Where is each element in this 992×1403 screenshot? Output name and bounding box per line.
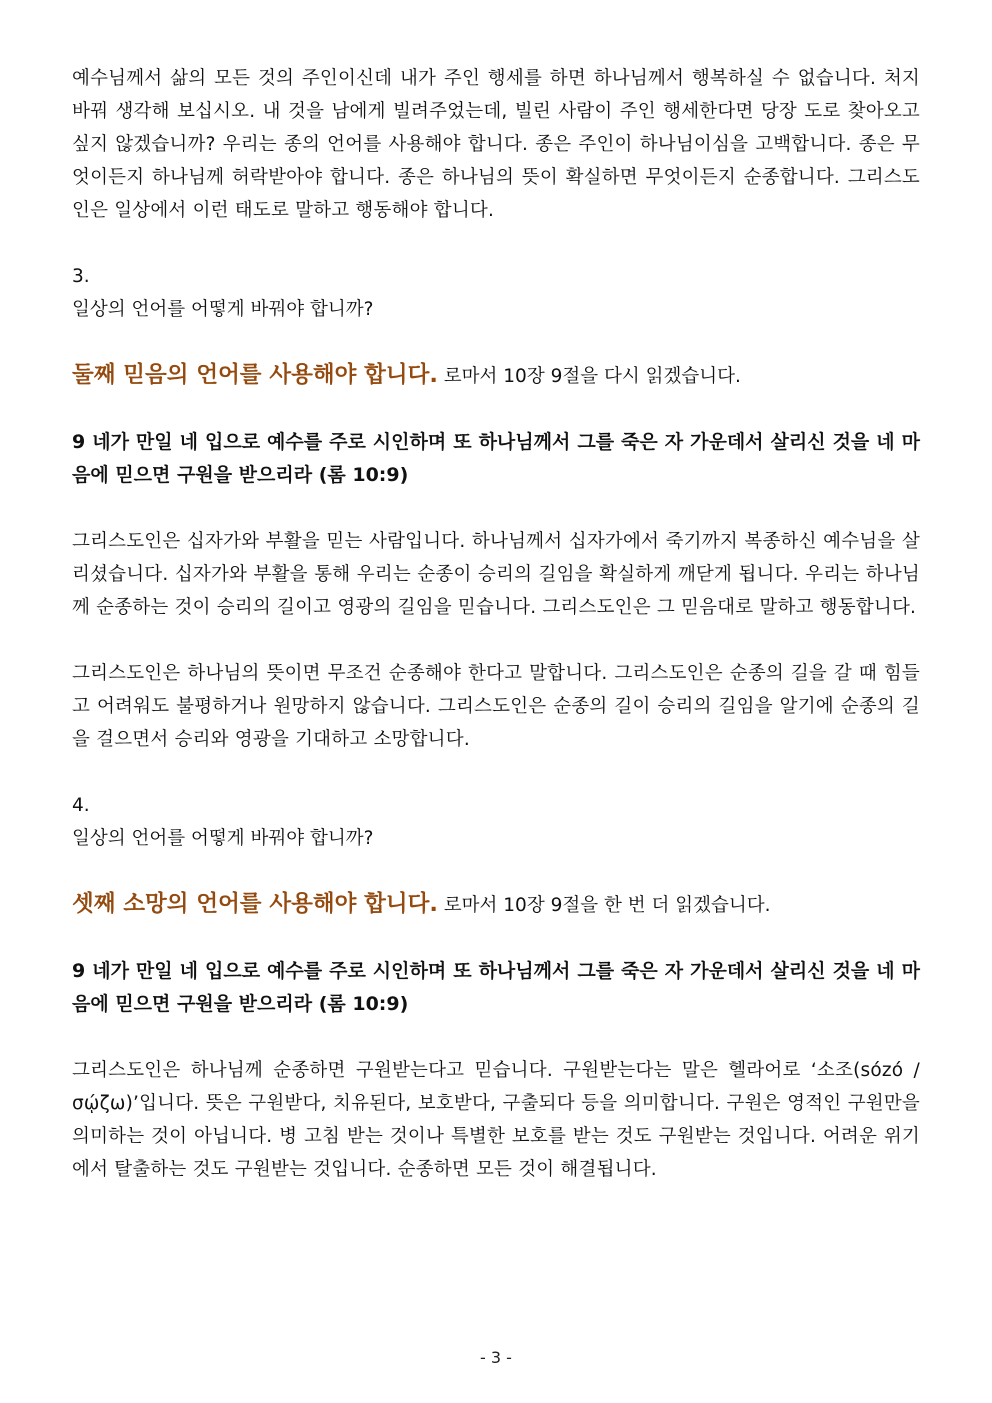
section-heading-tail: 로마서 10장 9절을 한 번 더 읽겠습니다. xyxy=(437,895,771,916)
paragraph-obedience: 그리스도인은 하나님의 뜻이면 무조건 순종해야 한다고 말합니다. 그리스도인은 순종의 길을 갈 때 힘들고 어려워도 불평하거나 원망하지 않습니다. 그리스도인은 순종의 길이 승리의 길임을 알기에 순종의 길을 걸으면서 승리와 영광을 기대하고 소망합니다. xyxy=(72,663,920,750)
document-body xyxy=(72,62,920,1186)
section-heading-row xyxy=(72,888,920,922)
spacer xyxy=(72,855,920,888)
spacer xyxy=(72,624,920,657)
spacer xyxy=(72,227,920,260)
section-question: 일상의 언어를 어떻게 바꿔야 합니까? xyxy=(72,299,374,320)
spacer xyxy=(72,756,920,789)
section-question: 일상의 언어를 어떻게 바꿔야 합니까? xyxy=(72,828,374,849)
section-number: 4. xyxy=(72,795,90,816)
paragraph-servant-language: 예수님께서 삶의 모든 것의 주인이신데 내가 주인 행세를 하면 하나님께서 행복하실 수 없습니다. 처지 바꿔 생각해 보십시오. 내 것을 남에게 빌려주었는데, 빌린 사람이 주인 행세한다면 당장 도로 찾아오고 싶지 않겠습니까? 우리는 종의 언어를 사용해야 합니다. 종은 주인이 하나님이심을 고백합니다. 종은 무엇이든지 하나님께 허락받아야 합니다. 종은 하나님의 뜻이 확실하면 무엇이든지 순종합니다. 그리스도인은 일상에서 이런 태도로 말하고 행동해야 합니다. xyxy=(72,68,920,221)
section-heading-row xyxy=(72,359,920,393)
section-heading-tail: 로마서 10장 9절을 다시 읽겠습니다. xyxy=(437,366,741,387)
spacer xyxy=(72,922,920,955)
spacer xyxy=(72,492,920,525)
spacer xyxy=(72,393,920,426)
spacer xyxy=(72,1021,920,1054)
section-heading-faith: 둘째 믿음의 언어를 사용해야 합니다. xyxy=(72,362,438,388)
section-heading-hope: 셋째 소망의 언어를 사용해야 합니다. xyxy=(72,891,438,917)
paragraph-salvation: 그리스도인은 하나님께 순종하면 구원받는다고 믿습니다. 구원받는다는 말은 헬라어로 ‘소조(sózó / σῴζω)’입니다. 뜻은 구원받다, 치유된다, 보호받다, 구출되다 등을 의미합니다. 구원은 영적인 구원만을 의미하는 것이 아닙니다. 병 고침 받는 것이나 특별한 보호를 받는 것도 구원받는 것입니다. 어려운 위기에서 탈출하는 것도 구원받는 것입니다. 순종하면 모든 것이 해결됩니다. xyxy=(72,1060,920,1180)
page-number: - 3 - xyxy=(480,1348,512,1367)
section-number: 3. xyxy=(72,266,90,287)
spacer xyxy=(72,326,920,359)
scripture-verse: 9 네가 만일 네 입으로 예수를 주로 시인하며 또 하나님께서 그를 죽은 자 가운데서 살리신 것을 네 마음에 믿으면 구원을 받으리라 (롬 10:9) xyxy=(72,960,920,1015)
paragraph-cross-resurrection: 그리스도인은 십자가와 부활을 믿는 사람입니다. 하나님께서 십자가에서 죽기까지 복종하신 예수님을 살리셨습니다. 십자가와 부활을 통해 우리는 순종이 승리의 길임을 확실하게 깨닫게 됩니다. 우리는 하나님께 순종하는 것이 승리의 길이고 영광의 길임을 믿습니다. 그리스도인은 그 믿음대로 말하고 행동합니다. xyxy=(72,531,920,618)
scripture-verse: 9 네가 만일 네 입으로 예수를 주로 시인하며 또 하나님께서 그를 죽은 자 가운데서 살리신 것을 네 마음에 믿으면 구원을 받으리라 (롬 10:9) xyxy=(72,431,920,486)
